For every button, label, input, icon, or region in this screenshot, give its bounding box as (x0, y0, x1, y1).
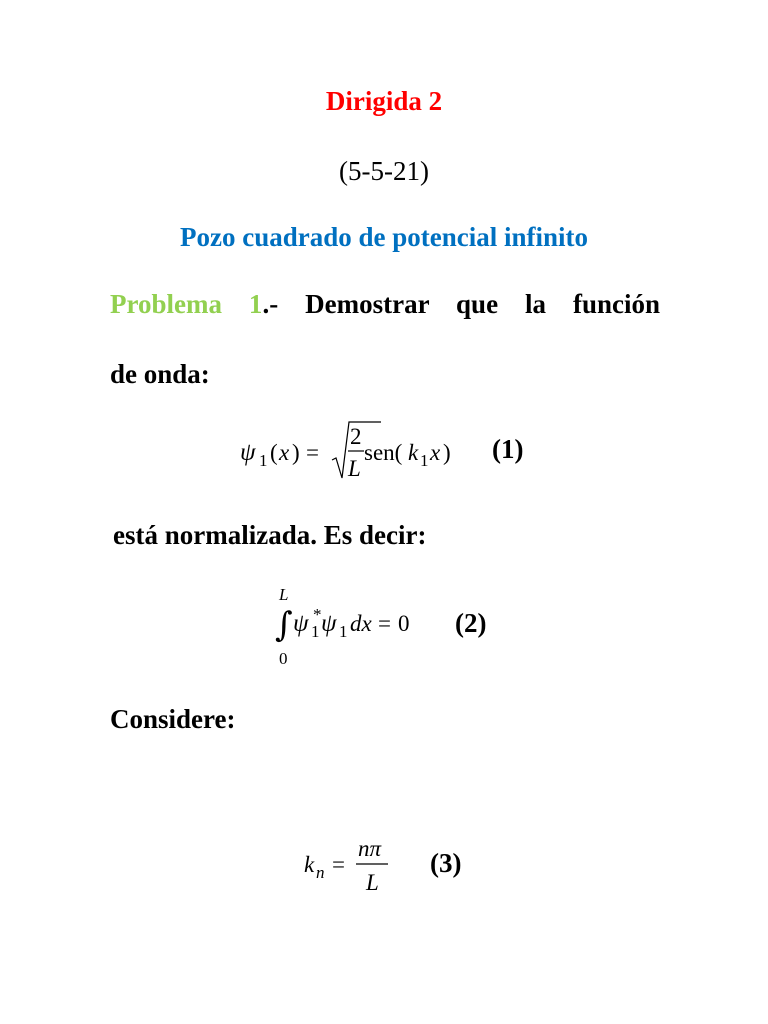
svg-text:1: 1 (339, 622, 348, 641)
svg-text:L: L (366, 870, 379, 895)
svg-text:1: 1 (311, 622, 320, 641)
svg-text:1: 1 (259, 451, 268, 470)
problem-statement-text: Demostrar que la función (305, 289, 660, 319)
equation-1 (236, 418, 536, 488)
problem-statement-line2: de onda: (110, 359, 210, 389)
svg-text:ψ: ψ (293, 610, 309, 637)
svg-text:k: k (408, 440, 419, 465)
problem-label-suffix: .- (262, 289, 306, 319)
svg-text:=: = (378, 611, 391, 636)
svg-text:2: 2 (350, 424, 362, 449)
equation-1-number: (1) (492, 434, 524, 464)
problem-label: Problema 1 (110, 289, 263, 319)
svg-text:n: n (316, 863, 325, 882)
svg-text:): ) (443, 440, 451, 465)
equation-2-number: (2) (455, 608, 487, 638)
svg-text:(: ( (270, 440, 278, 465)
svg-text:k: k (304, 852, 315, 877)
svg-text:0: 0 (279, 649, 288, 668)
equation-3-formula (300, 834, 500, 904)
svg-text:ψ: ψ (240, 439, 256, 466)
document-title: Dirigida 2 (325, 86, 443, 116)
svg-text:dx: dx (350, 611, 372, 636)
considere-label: Considere: (110, 704, 236, 734)
svg-text:): ) (292, 440, 300, 465)
svg-text:*: * (313, 605, 322, 624)
svg-text:∫: ∫ (275, 605, 293, 645)
svg-text:L: L (348, 456, 361, 481)
svg-text:x: x (430, 440, 441, 465)
svg-text:=: = (306, 440, 319, 465)
equation-1-formula (236, 418, 536, 488)
equation-2 (274, 582, 504, 672)
svg-text:x: x (279, 440, 290, 465)
svg-text:1: 1 (420, 451, 429, 470)
equation-3 (300, 834, 500, 904)
document-date: (5-5-21) (339, 156, 429, 186)
document-subtitle: Pozo cuadrado de potencial infinito (179, 222, 588, 252)
svg-text:L: L (279, 585, 289, 604)
equation-3-number: (3) (430, 848, 462, 878)
svg-text:nπ: nπ (358, 836, 382, 861)
problem-statement-line3: está normalizada. Es decir: (113, 520, 427, 550)
svg-text:=: = (332, 852, 345, 877)
svg-text:ψ: ψ (321, 610, 337, 637)
svg-text:0: 0 (398, 611, 410, 636)
problem-statement-line1 (110, 289, 660, 320)
svg-text:sen(: sen( (364, 440, 403, 465)
